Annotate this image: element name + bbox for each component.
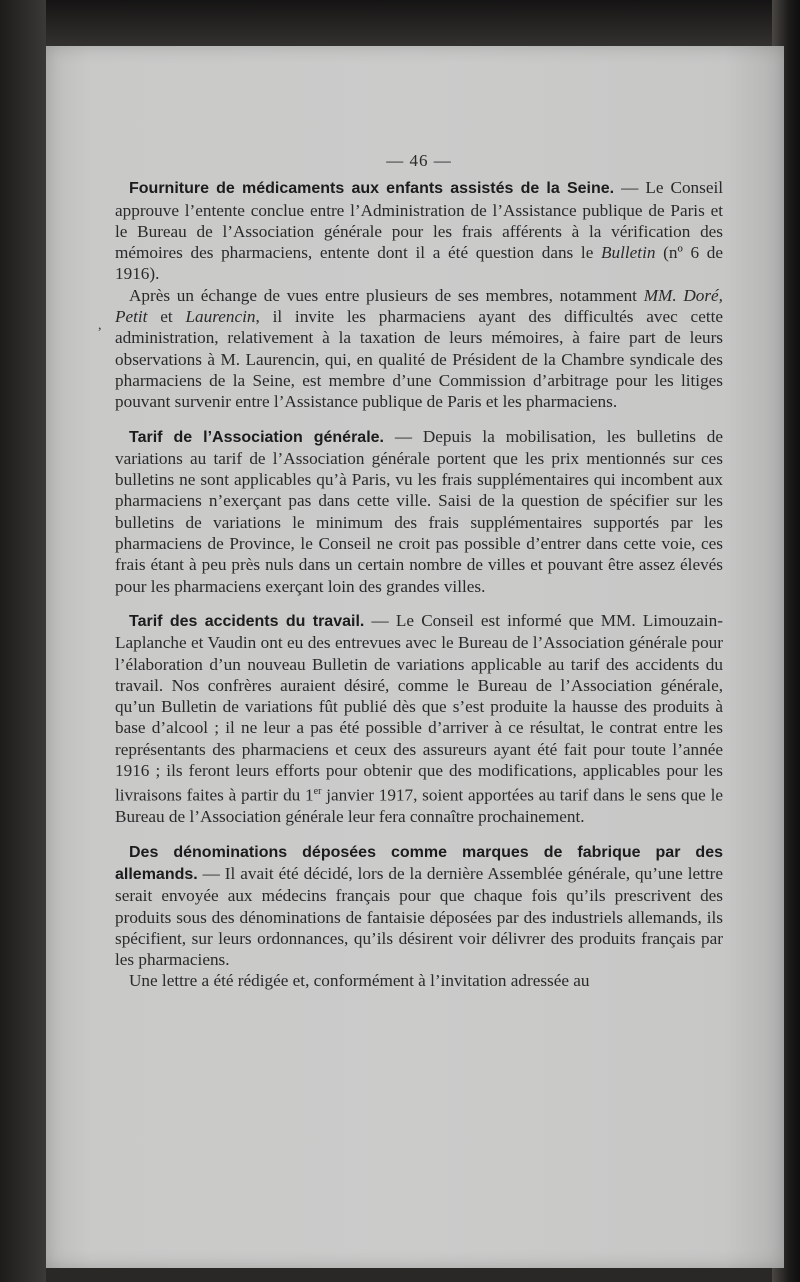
page-number: — 46 — <box>386 151 452 170</box>
paragraph-text: — Le Conseil approuve l’entente conclue entre l’Administration de l’Assistance publique de Paris et le Bureau de l’Association générale pour les frais afférents à la vérification des mémoires des pharmaciens, entente dont il a été question dans le <box>115 178 723 263</box>
names-dore-petit: MM. Doré, Petit <box>115 285 723 327</box>
scan-top-edge <box>0 0 800 46</box>
paragraph-text: , il invite les pharmaciens ayant des difficultés avec cette administration, relativement à la taxation de leurs mémoires, à faire part de leurs observations à M. Laurencin, qui, en qualité de Président de la Chambre syndicale des pharmaciens de la Seine, est membre d’une Commission d’arbitrage pour les litiges pouvant survenir entre l’Assistance publique de Paris et les pharmaciens. <box>115 307 723 412</box>
paragraph-medicaments <box>115 177 723 284</box>
paragraph-text: — Il avait été décidé, lors de la dernière Assemblée générale, qu’une lettre serait envoyée aux médecins français pour que chaque fois qu’ils prescrivent des produits sous des dénominations de fantaisie déposées par des industriels allemands, ils spécifient, sur leurs ordonnances, qu’ils désirent voir délivrer des produits français par les pharmaciens. <box>115 863 723 970</box>
paragraph-echange <box>115 285 723 413</box>
paragraph-tarif-association <box>115 426 723 597</box>
paragraph-text: janvier 1917, soient apportées au tarif dans le sens que le Bureau de l’Association générale leur fera connaître prochainement. <box>115 786 723 827</box>
paragraph-lettre <box>115 970 723 991</box>
scan-left-edge <box>0 0 46 1282</box>
bulletin-reference: Bulletin <box>601 243 656 263</box>
name-laurencin: Laurencin <box>185 307 256 327</box>
section-heading-denominations: Des dénominations déposées comme marques de fabrique par des allemands. <box>115 843 723 883</box>
paragraph-text: — Le Conseil est informé que MM. Limouzain-Laplanche et Vaudin ont eu des entrevues avec le Bureau de l’Association générale pour l’élaboration d’un nouveau Bulletin de variations applicable au tarif des accidents du travail. Nos confrères auraient désiré, comme le Bureau de l’Association générale, qu’un Bulletin de variations fût publié dès que s’est produite la hausse des produits à base d’alcool ; il ne leur a pas été possible d’arriver à ce résultat, le contrat entre les représentants des pharmaciens et ceux des assureurs ayant été fait pour toute l’année 1916 ; ils feront leurs efforts pour obtenir que des modifications, applicables pour les livraisons faites à partir du 1 <box>115 610 723 806</box>
margin-mark: , <box>98 318 102 333</box>
superscript-er: er <box>313 786 322 798</box>
paragraph-text: — Depuis la mobilisation, les bulletins de variations au tarif de l’Association générale portent que les prix mentionnés sur ces bulletins ne sont applicables qu’à Paris, vu les frais supplémentaires qui incombent aux pharmaciens n’exerçant pas dans cette ville. Saisi de la question de spécifier sur les bulletins de variations le minimum des frais supplémentaires supportés par les pharmaciens de Province, le Conseil ne croit pas possible d’entrer dans cette voie, ces frais étant à peu près nuls dans un certain nombre de villes et pouvant être assez élevés pour les pharmaciens exerçant loin des grandes villes. <box>115 426 723 596</box>
section-heading-accidents-travail: Tarif des accidents du travail. <box>129 612 365 630</box>
paragraph-text: Après un échange de vues entre plusieurs de ses membres, notamment <box>129 285 644 305</box>
paragraph-denominations <box>115 841 723 971</box>
paragraph-text: (nº 6 de 1916). <box>115 243 723 284</box>
section-heading-medicaments: Fourniture de médicaments aux enfants assistés de la Seine. <box>129 180 615 198</box>
section-heading-tarif-association: Tarif de l’Association générale. <box>129 428 384 446</box>
paragraph-text: Une lettre a été rédigée et, conformément à l’invitation adressée au <box>129 971 590 991</box>
paragraph-text: et <box>147 307 186 327</box>
page-content <box>115 150 723 992</box>
paragraph-accidents-travail <box>115 610 723 828</box>
